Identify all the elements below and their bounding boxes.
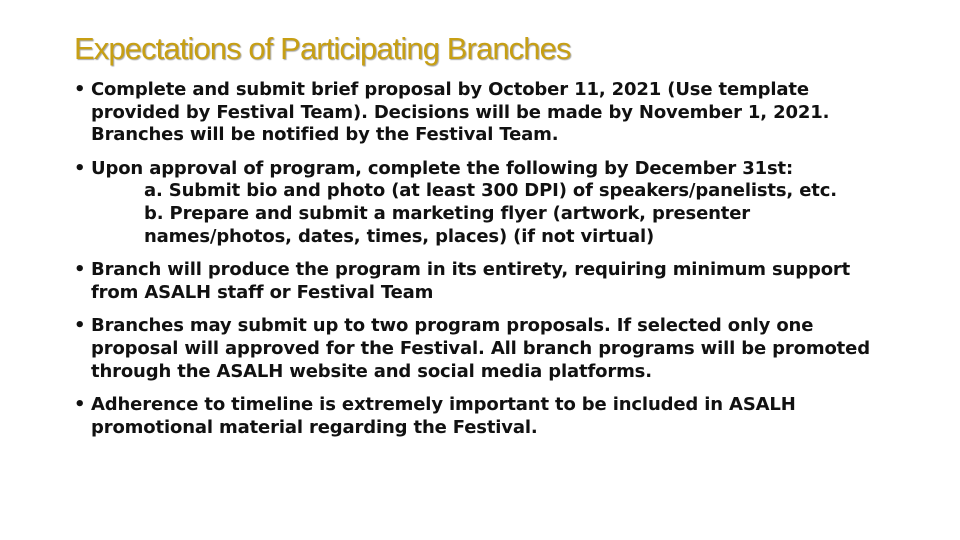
- bullet-text: Branches may submit up to two program proposals. If selected only one proposal will approved for the Festival. All branch programs will be promoted through the ASALH website and social media platforms.: [91, 315, 870, 382]
- bullet-text: Branch will produce the program in its entirety, requiring minimum support from ASALH staff or Festival Team: [91, 259, 851, 303]
- bullet-dot-icon: •: [74, 259, 86, 281]
- bullet-item: [74, 394, 884, 439]
- bullet-dot-icon: •: [74, 394, 86, 416]
- bullet-text: Complete and submit brief proposal by October 11, 2021 (Use template provided by Festival Team). Decisions will be made by November 1, 2021. Branches will be notified by the Festival Team.: [91, 79, 830, 146]
- bullet-item: [74, 79, 884, 147]
- sub-item: b. Prepare and submit a marketing flyer (artwork, presenter names/photos, dates, times, places) (if not virtual): [144, 202, 751, 247]
- bullet-item: [74, 259, 884, 304]
- bullet-dot-icon: •: [74, 315, 86, 337]
- slide-title: Expectations of Participating Branches: [74, 31, 571, 66]
- bullet-item: [74, 158, 884, 248]
- bullet-dot-icon: •: [74, 157, 86, 179]
- sub-item: a. Submit bio and photo (at least 300 DPI) of speakers/panelists, etc.: [144, 180, 837, 202]
- bullet-text: Upon approval of program, complete the following by December 31st:: [91, 157, 794, 179]
- bullet-list: [74, 79, 884, 450]
- bullet-dot-icon: •: [74, 79, 86, 100]
- bullet-text: Adherence to timeline is extremely important to be included in ASALH promotional material regarding the Festival.: [91, 394, 796, 438]
- bullet-item: [74, 315, 884, 383]
